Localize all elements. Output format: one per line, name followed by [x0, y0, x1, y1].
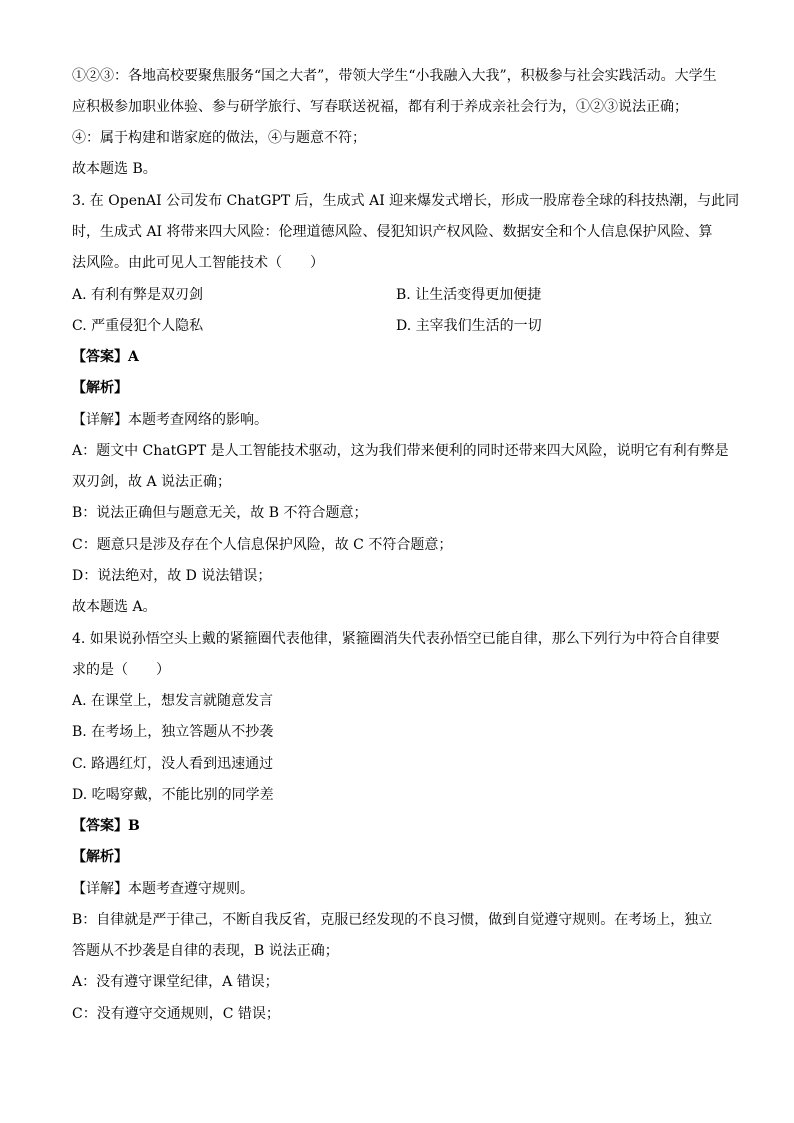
q4-option-d: D. 吃喝穿戴，不能比别的同学差 — [72, 787, 274, 803]
q3-analysis-heading: 【解析】 — [72, 380, 128, 396]
text-line: C：题意只是涉及存在个人信息保护风险，故 C 不符合题意； — [72, 537, 453, 553]
q4-option-c: C. 路遇红灯，没人看到迅速通过 — [72, 756, 274, 772]
question-4-stem: 4. 如果说孙悟空头上戴的紧箍圈代表他律，紧箍圈消失代表孙悟空已能自律，那么下列行为中符合自律要 — [72, 631, 720, 647]
text-line: B：说法正确但与题意无关，故 B 不符合题意； — [72, 505, 368, 521]
q3-option-c: C. 严重侵犯个人隐私 — [72, 318, 204, 334]
text-line: 答题从不抄袭是自律的表现，B 说法正确； — [72, 943, 339, 959]
q3-option-b: B. 让生活变得更加便捷 — [396, 287, 542, 303]
q3-option-d: D. 主宰我们生活的一切 — [396, 318, 542, 334]
q3-detail: 【详解】本题考查网络的影响。 — [72, 412, 268, 428]
q4-option-a: A. 在课堂上，想发言就随意发言 — [72, 693, 274, 709]
text-line: 故本题选 B。 — [72, 161, 157, 177]
question-4-stem: 求的是（ ） — [72, 662, 170, 678]
text-line: A：题文中 ChatGPT 是人工智能技术驱动，这为我们带来便利的同时还带来四大风险，说明它有利有弊是 — [72, 443, 729, 459]
text-line: 故本题选 A。 — [72, 599, 157, 615]
q4-detail: 【详解】本题考查遵守规则。 — [72, 881, 254, 897]
text-line: A：没有遵守课堂纪律，A 错误； — [72, 974, 279, 990]
text-line: C：没有遵守交通规则，C 错误； — [72, 1006, 280, 1022]
q4-answer: 【答案】B — [72, 818, 140, 834]
question-3-stem: 时，生成式 AI 将带来四大风险：伦理道德风险、侵犯知识产权风险、数据安全和个人信息保护风险、算 — [72, 224, 713, 240]
question-3-stem: 3. 在 OpenAI 公司发布 ChatGPT 后，生成式 AI 迎来爆发式增长，形成一股席卷全球的科技热潮，与此同 — [72, 193, 740, 209]
q3-option-a: A. 有利有弊是双刃剑 — [72, 287, 204, 303]
q3-answer: 【答案】A — [72, 349, 139, 365]
q4-analysis-heading: 【解析】 — [72, 849, 128, 865]
text-line: ④：属于构建和谐家庭的做法，④与题意不符； — [72, 130, 366, 146]
text-line: D：说法绝对，故 D 说法错误； — [72, 568, 272, 584]
q4-option-b: B. 在考场上，独立答题从不抄袭 — [72, 724, 274, 740]
text-line: 应积极参加职业体验、参与研学旅行、写春联送祝福，都有利于养成亲社会行为，①②③说法正确； — [72, 99, 688, 115]
text-line: B：自律就是严于律己，不断自我反省，克服已经发现的不良习惯，做到自觉遵守规则。在考场上，独立 — [72, 912, 713, 928]
question-3-stem: 法风险。由此可见人工智能技术（ ） — [72, 255, 324, 271]
text-line: ①②③：各地高校要聚焦服务“国之大者”，带领大学生“小我融入大我”，积极参与社会实践活动。大学生 — [72, 68, 717, 84]
text-line: 双刃剑，故 A 说法正确； — [72, 474, 232, 490]
